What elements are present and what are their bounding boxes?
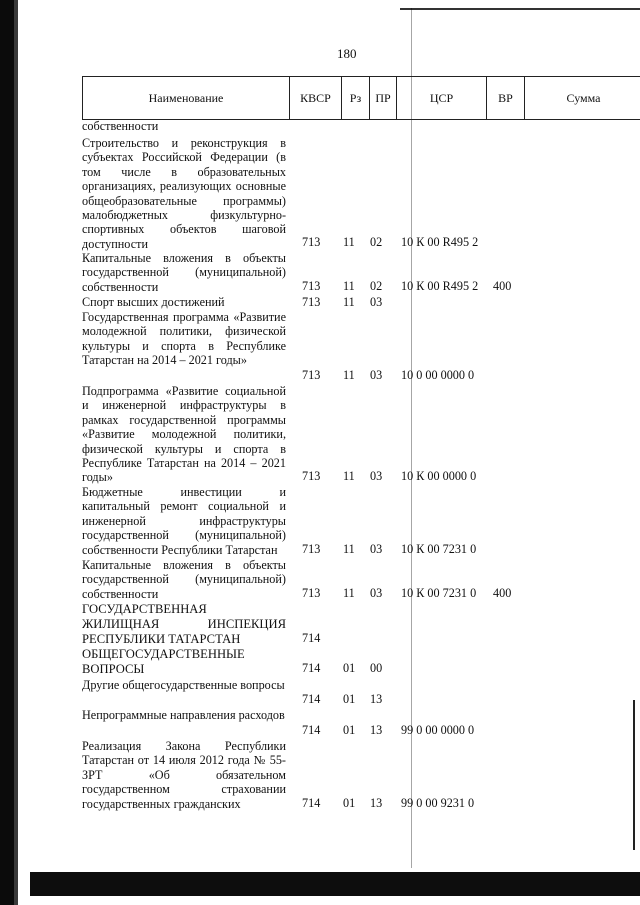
row-kvsr: 713 xyxy=(302,368,321,382)
row-name: Государственная программа «Развитие молодежной политики, физической культуры и спорта в Республике Татарстан на 2014 – 2021 годы» xyxy=(82,310,286,368)
page-fold-line xyxy=(411,8,412,868)
row-kvsr: 714 xyxy=(302,661,321,675)
row-kvsr: 713 xyxy=(302,469,321,483)
row-csr: 10 0 00 0000 0 xyxy=(401,368,475,382)
row-rz: 11 xyxy=(343,586,355,600)
row-name: Капитальные вложения в объекты государственной (муниципальной) собственности xyxy=(82,558,286,601)
header-vr: ВР xyxy=(486,77,524,119)
header-rz: Рз xyxy=(341,77,369,119)
row-name: ОБЩЕГОСУДАРСТВЕННЫЕ ВОПРОСЫ xyxy=(82,647,245,676)
row-name: Спорт высших достижений xyxy=(82,295,225,309)
row-vr: 400 xyxy=(493,586,512,600)
header-kvsr: КВСР xyxy=(289,77,341,119)
row-kvsr: 714 xyxy=(302,692,321,706)
row-pr: 02 xyxy=(370,235,383,249)
row-pr: 03 xyxy=(370,586,383,600)
row-pr: 13 xyxy=(370,723,383,737)
row-name: Подпрограмма «Развитие социальной и инженерной инфраструктуры в рамках государственной программы «Развитие молодежной политики, физической культуры и спорта в Республике Татарстан на 2014 – 2021 годы» xyxy=(82,384,286,485)
row-name: ГОСУДАРСТВЕННАЯ ЖИЛИЩНАЯ ИНСПЕКЦИЯ РЕСПУБЛИКИ ТАТАРСТАН xyxy=(82,602,286,646)
row-name: Капитальные вложения в объекты государственной (муниципальной) собственности xyxy=(82,251,286,294)
row-name: собственности xyxy=(82,119,159,133)
row-kvsr: 713 xyxy=(302,542,321,556)
row-pr: 13 xyxy=(370,692,383,706)
header-name: Наименование xyxy=(82,77,289,119)
row-csr: 10 К 00 R495 2 xyxy=(401,235,479,249)
scan-border-left-shadow xyxy=(14,0,18,905)
row-csr: 99 0 00 0000 0 xyxy=(401,723,475,737)
row-kvsr: 714 xyxy=(302,723,321,737)
row-name: Другие общегосударственные вопросы xyxy=(82,678,285,692)
row-kvsr: 713 xyxy=(302,586,321,600)
row-csr: 10 К 00 R495 2 xyxy=(401,279,479,293)
row-csr: 10 К 00 7231 0 xyxy=(401,586,477,600)
row-rz: 01 xyxy=(343,723,356,737)
row-pr: 03 xyxy=(370,368,383,382)
row-csr: 10 К 00 7231 0 xyxy=(401,542,477,556)
row-vr: 400 xyxy=(493,279,512,293)
row-name: Непрограммные направления расходов xyxy=(82,708,285,722)
row-name: Реализация Закона Республики Татарстан от 14 июля 2012 года № 55-ЗРТ «Об обязательном государственном страховании государственных гражданских xyxy=(82,739,286,811)
row-rz: 11 xyxy=(343,469,355,483)
row-rz: 11 xyxy=(343,542,355,556)
row-kvsr: 714 xyxy=(302,796,321,810)
row-pr: 02 xyxy=(370,279,383,293)
page-number: 180 xyxy=(337,46,357,61)
row-rz: 01 xyxy=(343,692,356,706)
scan-edge-right xyxy=(633,700,635,850)
row-name: Бюджетные инвестиции и капитальный ремонт социальной и инженерной инфраструктуры государственной (муниципальной) собственности Республики Татарстан xyxy=(82,485,286,557)
header-csr: ЦСР xyxy=(396,77,486,119)
row-kvsr: 713 xyxy=(302,235,321,249)
row-csr: 10 К 00 0000 0 xyxy=(401,469,477,483)
row-csr: 99 0 00 9231 0 xyxy=(401,796,475,810)
row-rz: 11 xyxy=(343,279,355,293)
scan-top-edge xyxy=(400,8,640,10)
row-kvsr: 713 xyxy=(302,295,321,309)
row-pr: 00 xyxy=(370,661,383,675)
row-rz: 11 xyxy=(343,295,355,309)
scan-border-bottom xyxy=(30,872,640,896)
row-rz: 11 xyxy=(343,368,355,382)
row-pr: 13 xyxy=(370,796,383,810)
row-rz: 01 xyxy=(343,661,356,675)
scan-border-left xyxy=(0,0,14,905)
row-pr: 03 xyxy=(370,469,383,483)
row-kvsr: 714 xyxy=(302,631,321,645)
header-pr: ПР xyxy=(369,77,396,119)
row-pr: 03 xyxy=(370,542,383,556)
header-sum: Сумма xyxy=(524,77,640,119)
row-kvsr: 713 xyxy=(302,279,321,293)
row-rz: 11 xyxy=(343,235,355,249)
row-rz: 01 xyxy=(343,796,356,810)
table-header xyxy=(82,76,640,120)
row-pr: 03 xyxy=(370,295,383,309)
row-name: Строительство и реконструкция в субъектах Российской Федерации (в том числе в образовательных организациях, реализующих основные общеобразовательные программы) малобюджетных физкультурно-спортивных объектов шаговой доступности xyxy=(82,136,286,251)
